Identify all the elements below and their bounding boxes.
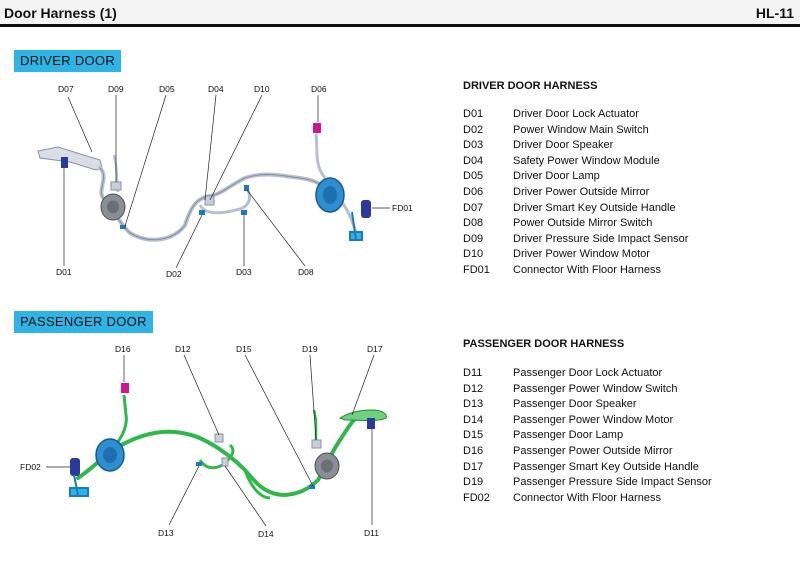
legend-code: D12 xyxy=(463,382,484,395)
legend-code: FD02 xyxy=(463,491,490,504)
legend-row xyxy=(463,413,712,429)
legend-code: D13 xyxy=(463,398,484,411)
passenger-harness-drawing xyxy=(70,383,386,498)
callout-d19: D19 xyxy=(302,344,318,354)
driver-legend-list xyxy=(463,107,688,279)
d16-connector xyxy=(121,383,129,393)
legend-code: D14 xyxy=(463,413,484,426)
callout-d16: D16 xyxy=(115,344,131,354)
legend-code: D19 xyxy=(463,476,484,489)
legend-row xyxy=(463,475,712,491)
legend-description: Power Window Main Switch xyxy=(513,123,649,136)
legend-description: Passenger Pressure Side Impact Sensor xyxy=(513,476,712,489)
driver-door-section-label: DRIVER DOOR xyxy=(14,50,121,72)
legend-row xyxy=(463,247,688,263)
passenger-leader-lines xyxy=(46,355,374,526)
page-title: Door Harness (1) xyxy=(4,5,117,21)
legend-description: Driver Power Outside Mirror xyxy=(513,185,650,198)
legend-code: FD01 xyxy=(463,263,490,276)
legend-code: D11 xyxy=(463,367,483,379)
legend-description: Driver Door Lamp xyxy=(513,170,600,183)
d11-connector xyxy=(367,418,375,429)
legend-code: D06 xyxy=(463,185,484,198)
legend-description: Driver Smart Key Outside Handle xyxy=(513,201,676,214)
legend-description: Connector With Floor Harness xyxy=(513,491,661,504)
legend-code: D01 xyxy=(463,108,484,120)
legend-description: Passenger Power Window Motor xyxy=(513,413,674,426)
driver-harness-drawing xyxy=(38,123,371,240)
legend-code: D02 xyxy=(463,123,484,136)
legend-description: Connector With Floor Harness xyxy=(513,263,661,276)
callout-d17: D17 xyxy=(367,344,383,354)
callout-fd02: FD02 xyxy=(20,462,41,472)
legend-code: D17 xyxy=(463,460,484,473)
legend-row xyxy=(463,382,712,398)
callout-d02: D02 xyxy=(166,269,182,279)
legend-row xyxy=(463,123,688,139)
legend-code: D15 xyxy=(463,429,484,442)
legend-row xyxy=(463,263,688,279)
callout-d01: D01 xyxy=(56,267,72,277)
legend-code: D10 xyxy=(463,248,484,261)
legend-description: Driver Power Window Motor xyxy=(513,248,650,261)
legend-description: Driver Pressure Side Impact Sensor xyxy=(513,232,689,245)
legend-code: D16 xyxy=(463,444,484,457)
legend-description: Safety Power Window Module xyxy=(513,154,660,167)
legend-code: D07 xyxy=(463,201,484,214)
driver-harness-title: DRIVER DOOR HARNESS xyxy=(463,80,598,92)
legend-row xyxy=(463,107,688,123)
callout-d12: D12 xyxy=(175,344,191,354)
d06-connector xyxy=(313,123,321,133)
legend-row xyxy=(463,138,688,154)
callout-d07: D07 xyxy=(58,84,74,94)
callout-d13: D13 xyxy=(158,528,174,538)
passenger-legend-list xyxy=(463,366,712,506)
d01-connector xyxy=(61,157,68,168)
legend-row xyxy=(463,154,688,170)
callout-d08: D08 xyxy=(298,267,314,277)
legend-row xyxy=(463,491,712,507)
legend-row xyxy=(463,397,712,413)
legend-row xyxy=(463,169,688,185)
legend-row xyxy=(463,428,712,444)
legend-row xyxy=(463,460,712,476)
legend-code: D05 xyxy=(463,170,484,183)
callout-d15: D15 xyxy=(236,344,252,354)
callout-d05: D05 xyxy=(159,84,175,94)
passenger-door-section-label: PASSENGER DOOR xyxy=(14,311,153,333)
legend-code: D03 xyxy=(463,139,484,152)
callout-d04: D04 xyxy=(208,84,224,94)
callout-d10: D10 xyxy=(254,84,270,94)
callout-d11: D11 xyxy=(364,528,379,538)
legend-description: Passenger Power Window Switch xyxy=(513,382,678,395)
legend-description: Passenger Door Lock Actuator xyxy=(513,367,663,379)
callout-d14: D14 xyxy=(258,529,274,539)
legend-row xyxy=(463,232,688,248)
legend-row xyxy=(463,444,712,460)
legend-row xyxy=(463,201,688,217)
legend-code: D04 xyxy=(463,154,484,167)
page-number: HL-11 xyxy=(755,5,794,21)
callout-fd01: FD01 xyxy=(392,203,413,213)
legend-row xyxy=(463,216,688,232)
legend-code: D09 xyxy=(463,232,484,245)
legend-description: Passenger Door Speaker xyxy=(513,398,637,411)
legend-description: Passenger Power Outside Mirror xyxy=(513,444,673,457)
legend-row xyxy=(463,366,712,382)
legend-description: Driver Door Lock Actuator xyxy=(513,108,639,120)
legend-row xyxy=(463,185,688,201)
passenger-harness-title: PASSENGER DOOR HARNESS xyxy=(463,338,625,350)
passenger-callout-labels xyxy=(20,344,383,539)
legend-description: Driver Door Speaker xyxy=(513,139,614,152)
legend-description: Passenger Smart Key Outside Handle xyxy=(513,460,699,473)
callout-d06: D06 xyxy=(311,84,327,94)
callout-d03: D03 xyxy=(236,267,252,277)
callout-d09: D09 xyxy=(108,84,124,94)
legend-description: Passenger Door Lamp xyxy=(513,429,624,442)
legend-description: Power Outside Mirror Switch xyxy=(513,217,653,230)
legend-code: D08 xyxy=(463,217,484,230)
